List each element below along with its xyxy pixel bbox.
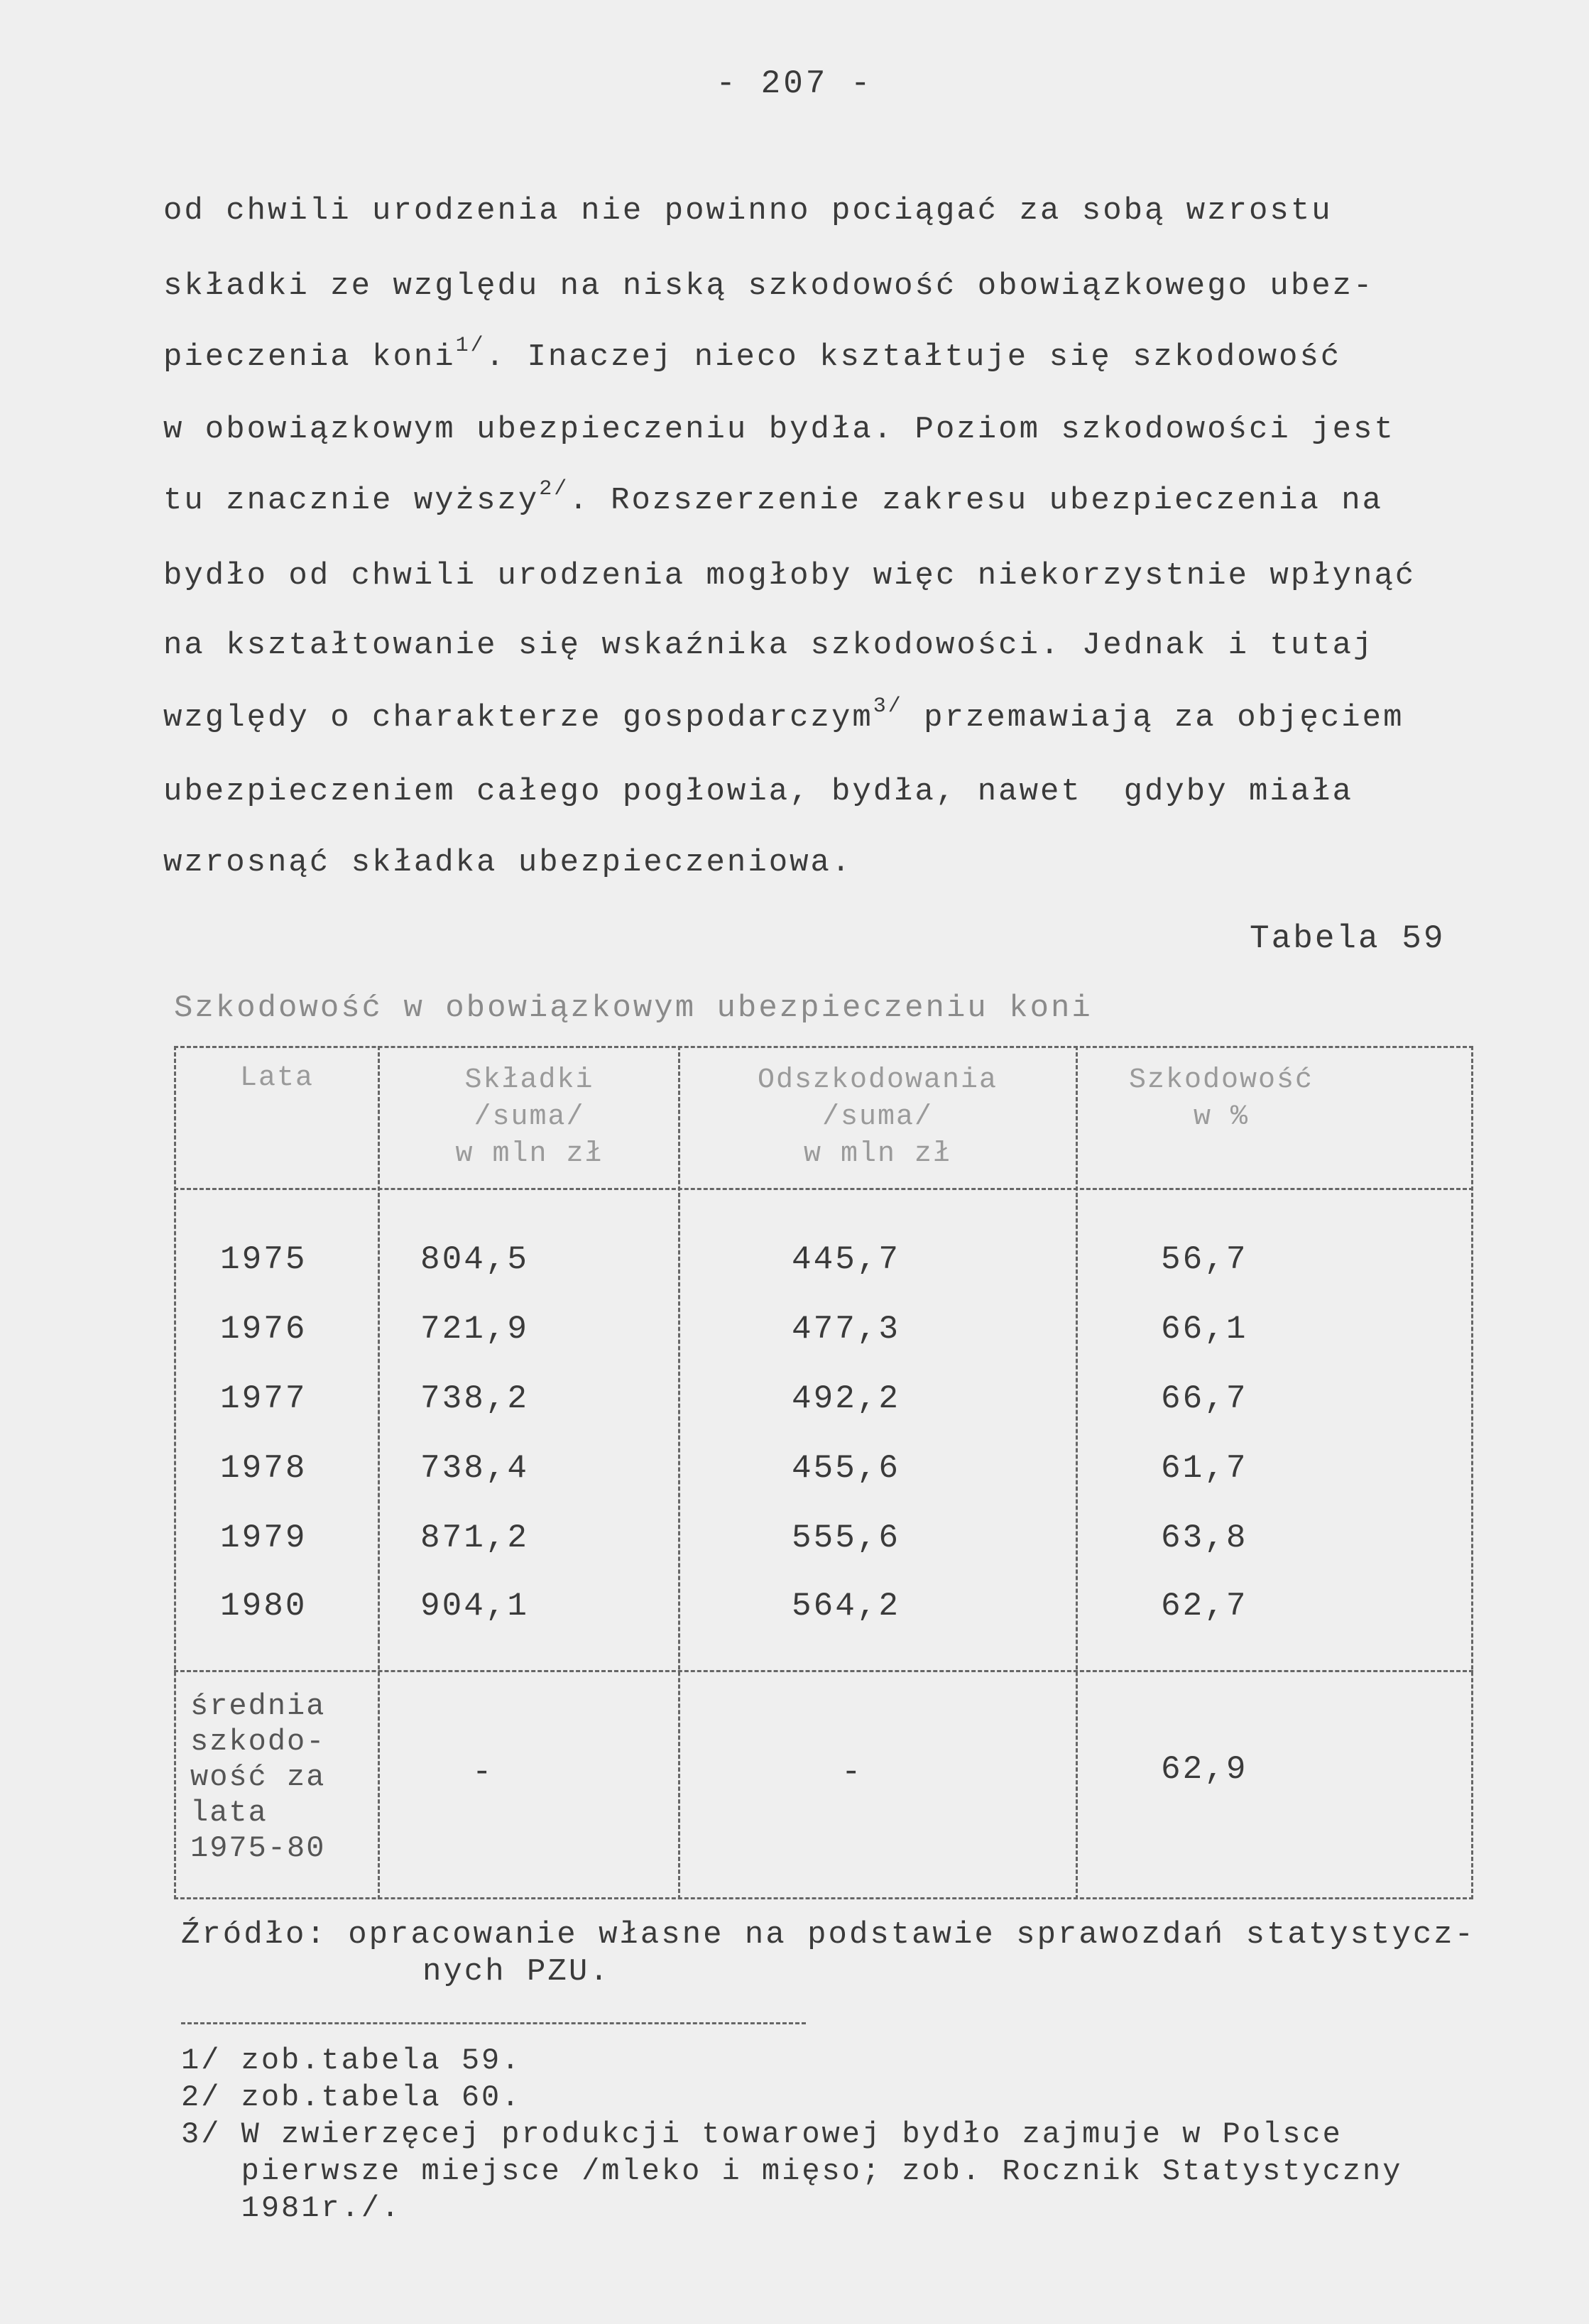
cell-ratio: 66,1 [1161, 1311, 1248, 1348]
footnote-ref: 3/ [873, 694, 903, 719]
text-segment: przemawiają za objęciem [902, 700, 1404, 736]
cell-premiums: 804,5 [420, 1241, 530, 1278]
footnote-ref: 1/ [455, 334, 486, 358]
cell-claims: 564,2 [792, 1588, 901, 1625]
footnote-ref: 2/ [539, 477, 569, 501]
cell-premiums: 871,2 [420, 1520, 530, 1556]
cell-ratio: 66,7 [1161, 1380, 1248, 1417]
footnote: 1981r./. [181, 2191, 402, 2225]
cell-claims: 492,2 [792, 1380, 901, 1417]
column-divider [1076, 1046, 1078, 1899]
average-claims: - [841, 1754, 861, 1791]
cell-year: 1978 [220, 1450, 307, 1487]
footnote: 2/ zob.tabela 60. [181, 2080, 522, 2115]
text-segment: tu znacznie wyższy [163, 483, 540, 518]
cell-claims: 477,3 [792, 1311, 901, 1348]
text-line: składki ze względu na niską szkodowość obowiązkowego ubez- [163, 268, 1375, 304]
text-line: od chwili urodzenia nie powinno pociągać za sobą wzrostu [163, 193, 1333, 229]
cell-premiums: 904,1 [420, 1588, 530, 1625]
text-line: na kształtowanie się wskaźnika szkodowości. Jednak i tutaj [163, 628, 1375, 663]
header-premiums: Składki /suma/ w mln zł [455, 1064, 604, 1170]
column-divider [678, 1046, 680, 1899]
page-number: - 207 - [716, 65, 873, 102]
cell-year: 1980 [220, 1588, 307, 1625]
text-line: wzrosnąć składka ubezpieczeniowa. [163, 845, 853, 880]
text-line: w obowiązkowym ubezpieczeniu bydła. Poziom szkodowości jest [163, 412, 1395, 447]
footnote: 3/ W zwierzęcej produkcji towarowej bydło zajmuje w Polsce [181, 2117, 1343, 2151]
text-segment: względy o charakterze gospodarczym [163, 700, 873, 736]
cell-year: 1979 [220, 1520, 307, 1556]
average-label: średnia szkodo- wość za lata 1975-80 [190, 1689, 326, 1865]
footnote: pierwsze miejsce /mleko i mięso; zob. Rocznik Statystyczny [181, 2154, 1403, 2188]
text-line [163, 694, 1404, 736]
table-number: Tabela 59 [1250, 920, 1446, 957]
average-divider [174, 1670, 1473, 1672]
header-loss-ratio: Szkodowość w % [1128, 1064, 1314, 1133]
footnote-separator [181, 2022, 806, 2024]
cell-year: 1977 [220, 1380, 307, 1417]
text-line: bydło od chwili urodzenia mogłoby więc niekorzystnie wpłynąć [163, 558, 1416, 594]
cell-ratio: 62,7 [1161, 1588, 1248, 1625]
cell-ratio: 63,8 [1161, 1520, 1248, 1556]
cell-premiums: 738,2 [420, 1380, 530, 1417]
text-segment: pieczenia koni [163, 339, 456, 375]
average-ratio: 62,9 [1161, 1751, 1248, 1788]
text-line [163, 477, 1384, 518]
table-caption: Szkodowość w obowiązkowym ubezpieczeniu koni [174, 991, 1093, 1026]
text-line: ubezpieczeniem całego pogłowia, bydła, nawet gdyby miała [163, 774, 1354, 809]
text-segment: . Inaczej nieco kształtuje się szkodowość [485, 339, 1342, 375]
cell-ratio: 61,7 [1161, 1450, 1248, 1487]
header-divider [174, 1188, 1473, 1190]
text-line [163, 334, 1342, 375]
header-claims: Odszkodowania /suma/ w mln zł [757, 1064, 998, 1170]
cell-ratio: 56,7 [1161, 1241, 1248, 1278]
cell-claims: 445,7 [792, 1241, 901, 1278]
cell-claims: 555,6 [792, 1520, 901, 1556]
source-line: nych PZU. [422, 1954, 611, 1990]
source-line: Źródło: opracowanie własne na podstawie sprawozdań statystycz- [181, 1917, 1476, 1953]
footnote: 1/ zob.tabela 59. [181, 2044, 522, 2078]
cell-claims: 455,6 [792, 1450, 901, 1487]
cell-premiums: 738,4 [420, 1450, 530, 1487]
cell-year: 1975 [220, 1241, 307, 1278]
column-divider [378, 1046, 380, 1899]
cell-year: 1976 [220, 1311, 307, 1348]
header-year: Lata [239, 1062, 314, 1094]
cell-premiums: 721,9 [420, 1311, 530, 1348]
text-segment: . Rozszerzenie zakresu ubezpieczenia na [569, 483, 1384, 518]
average-premiums: - [472, 1754, 492, 1791]
